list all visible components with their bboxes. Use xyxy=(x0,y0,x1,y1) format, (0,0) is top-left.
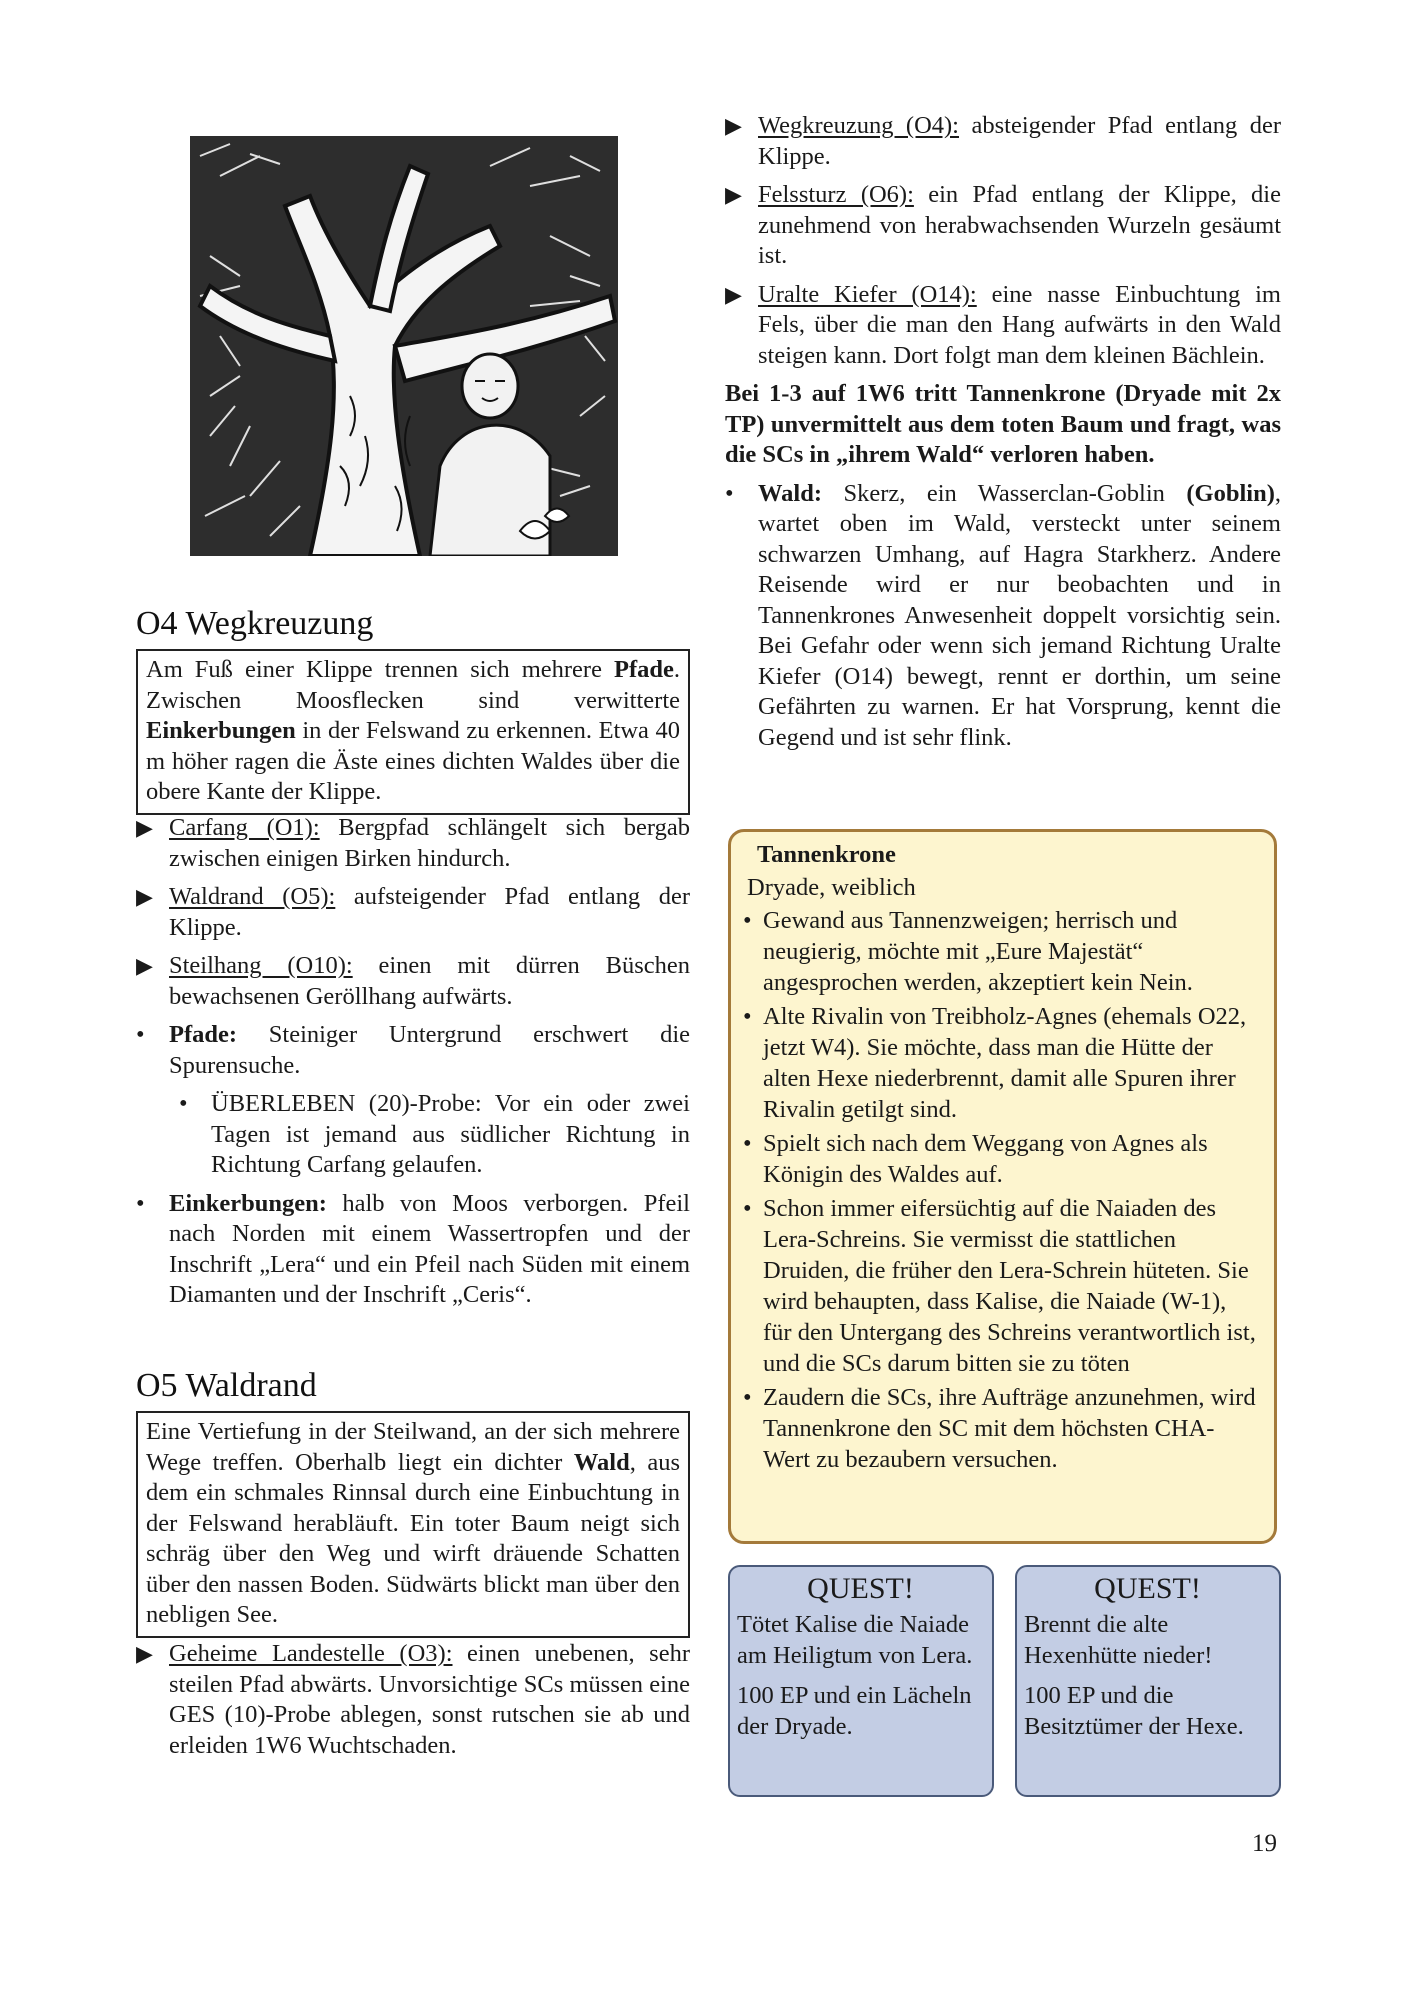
exit-waldrand: ▶ Waldrand (O5): aufsteigender Pfad entlang der Klippe. xyxy=(136,883,690,941)
arrow-right-icon: ▶ xyxy=(136,1641,153,1666)
read-aloud-box-o5: Eine Vertiefung in der Steilwand, an der sich mehrere Wege treffen. Oberhalb liegt ein dichter Wald, aus dem ein schmales Rinnsal durch eine Einbuchtung in der Felswand herabläuft. Ein toter Baum neigt sich schräg über den Weg und wirft dräuende Schatten über den nassen Boden. Südwärts blickt man über den nebligen See. xyxy=(136,1411,690,1638)
bullet-dot-icon: • xyxy=(743,1195,752,1222)
arrow-right-icon: ▶ xyxy=(136,953,153,978)
encounter-event: Bei 1-3 auf 1W6 tritt Tannenkrone (Dryade mit 2x TP) unvermittelt aus dem toten Baum und fragt, was die SCs in „ihrem Wald“ verloren haben. xyxy=(725,380,1281,468)
read-aloud-box-o4: Am Fuß einer Klippe trennen sich mehrere Pfade. Zwischen Moosflecken sind verwitterte Einkerbungen in der Felswand zu erkennen. Etwa 40 m höher ragen die Äste eines dichten Waldes über die obere Kante der Klippe. xyxy=(136,649,690,815)
bullet-dot-icon: • xyxy=(136,1021,145,1048)
exit-steilhang: ▶ Steilhang (O10): einen mit dürren Büschen bewachsenen Geröllhang aufwärts. xyxy=(136,952,690,1010)
arrow-right-icon: ▶ xyxy=(136,884,153,909)
arrow-right-icon: ▶ xyxy=(725,182,742,207)
bullet-dot-icon: • xyxy=(179,1090,188,1117)
section-heading-o5: O5 Waldrand xyxy=(136,1367,317,1404)
quest-reward: 100 EP und ein Lächeln der Dryade. xyxy=(737,1682,972,1740)
bullet-dot-icon: • xyxy=(725,479,734,507)
bullet-dot-icon: • xyxy=(743,1384,752,1411)
npc-trait: • Schon immer eifersüchtig auf die Naiaden des Lera-Schreins. Sie vermisst die stattlichen Druiden, die früher den Lera-Schrein hüteten. Sie wird behaupten, dass Kalise, die Naiade (W-1), für den Untergang des Schreins verantwortlich ist, und die SCs darum bitten sie zu töten xyxy=(743,1195,1256,1377)
dead-tree-illustration xyxy=(190,136,618,556)
exit-link[interactable]: Carfang (O1): xyxy=(169,814,320,841)
bullet-dot-icon: • xyxy=(136,1189,145,1217)
section-heading-o4: O4 Wegkreuzung xyxy=(136,605,374,642)
exit-link[interactable]: Uralte Kiefer (O14): xyxy=(758,280,977,308)
exit-link[interactable]: Steilhang (O10): xyxy=(169,952,353,979)
npc-statblock-tannenkrone xyxy=(728,829,1277,1544)
quest-title: QUEST! xyxy=(807,1572,914,1605)
bullet-dot-icon: • xyxy=(743,1130,752,1157)
npc-trait: • Gewand aus Tannenzweigen; herrisch und neugierig, möchte mit „Eure Majestät“ angesprochen werden, akzeptiert kein Nein. xyxy=(743,907,1193,996)
exit-wegkreuzung: ▶ Wegkreuzung (O4): absteigender Pfad entlang der Klippe. xyxy=(725,112,1282,170)
bullet-pfade: • Pfade: Steiniger Untergrund erschwert die Spurensuche. xyxy=(136,1021,690,1079)
bullet-ueberleben: • ÜBERLEBEN (20)-Probe: Vor ein oder zwei Tagen ist jemand aus südlicher Richtung in Richtung Carfang gelaufen. xyxy=(179,1090,690,1178)
exit-uralte-kiefer: ▶ Uralte Kiefer (O14): eine nasse Einbuchtung im Fels, über die man den Hang aufwärts in den Wald steigen kann. Dort folgt man dem kleinen Bächlein. xyxy=(725,280,1281,369)
exit-geheime-landestelle: ▶ Geheime Landestelle (O3): einen unebenen, sehr steilen Pfad abwärts. Unvorsichtige SCs müssen eine GES (10)-Probe ablegen, sonst rutschen sie ab und erleiden 1W6 Wuchtschaden. xyxy=(136,1640,690,1759)
bullet-einkerbungen: • Einkerbungen: halb von Moos verborgen. Pfeil nach Norden mit einem Wassertropfen und der Inschrift „Lera“ und ein Pfeil nach Süden mit einem Diamanten und der Inschrift „Ceris“. xyxy=(136,1189,690,1308)
o4-details xyxy=(136,813,690,1311)
quest-title: QUEST! xyxy=(1094,1572,1201,1605)
exit-carfang: ▶ Carfang (O1): Bergpfad schlängelt sich bergab zwischen einigen Birken hindurch. xyxy=(136,814,690,872)
arrow-right-icon: ▶ xyxy=(136,815,153,840)
exit-link[interactable]: Wegkreuzung (O4): xyxy=(758,112,959,139)
page-number: 19 xyxy=(1252,1830,1277,1857)
quest-reward: 100 EP und die Besitztümer der Hexe. xyxy=(1024,1682,1244,1740)
bullet-dot-icon: • xyxy=(743,907,752,934)
arrow-right-icon: ▶ xyxy=(725,281,742,307)
exit-link[interactable]: Geheime Landestelle (O3): xyxy=(169,1640,453,1667)
arrow-right-icon: ▶ xyxy=(725,113,742,138)
npc-trait: • Zaudern die SCs, ihre Aufträge anzunehmen, wird Tannenkrone den SC mit dem höchsten CHA-Wert zu bezaubern versuchen. xyxy=(743,1384,1256,1473)
quest-task: Tötet Kalise die Naiade am Heiligtum von Lera. xyxy=(737,1611,973,1669)
quest-task: Brennt die alte Hexenhütte nieder! xyxy=(1024,1611,1213,1669)
o5-details-continued xyxy=(725,111,1281,753)
quest-box-hexenhuette xyxy=(1015,1565,1281,1797)
exit-felssturz: ▶ Felssturz (O6): ein Pfad entlang der Klippe, die zunehmend von herabwachsenden Wurzeln gesäumt ist. xyxy=(725,181,1281,269)
quest-box-kalise xyxy=(728,1565,994,1797)
npc-trait: • Alte Rivalin von Treibholz-Agnes (ehemals O22, jetzt W4). Sie möchte, dass man die Hütte der alten Hexe niederbrennt, damit alle Spuren ihrer Rivalin getilgt sind. xyxy=(743,1003,1247,1123)
npc-subtitle: Dryade, weiblich xyxy=(747,874,916,901)
o5-details xyxy=(136,1639,690,1761)
npc-trait: • Spielt sich nach dem Weggang von Agnes als Königin des Waldes auf. xyxy=(743,1130,1208,1188)
bullet-dot-icon: • xyxy=(743,1003,752,1030)
bullet-wald: • Wald: Skerz, ein Wasserclan-Goblin (Goblin), wartet oben im Wald, versteckt unter seinem schwarzen Umhang, auf Hagra Starkherz. Andere Reisende wird er nur beobachten und in Tannenkrones Anwesenheit doppelt vorsichtig sein. Bei Gefahr oder wenn sich jemand Richtung Uralte Kiefer (O14) bewegt, rennt er dorthin, um seine Gefährten zu warnen. Er hat Vorsprung, kennt die Gegend und ist sehr flink. xyxy=(725,479,1281,751)
exit-link[interactable]: Waldrand (O5): xyxy=(169,883,336,910)
npc-name: Tannenkrone xyxy=(757,841,896,868)
exit-link[interactable]: Felssturz (O6): xyxy=(758,181,914,208)
